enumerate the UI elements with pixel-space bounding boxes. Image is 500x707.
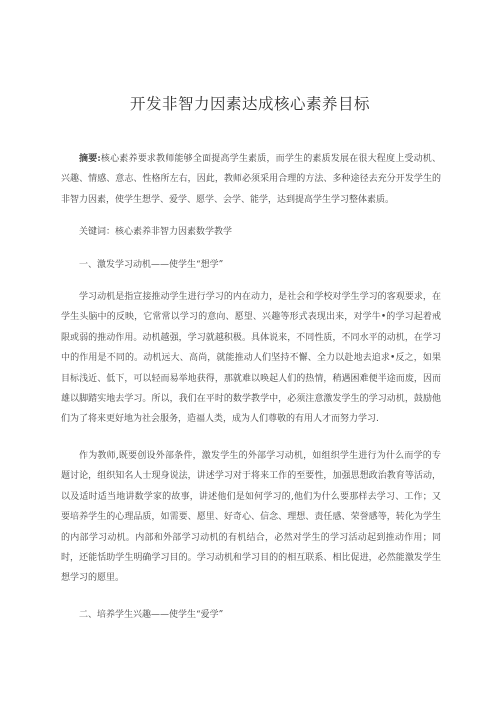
abstract-label: 摘要: (79, 154, 101, 164)
section-1-heading: 一、激发学习动机——使学生“想学” (79, 259, 224, 270)
section-2-heading: 二、培养学生兴趣——使学生“爱学” (79, 609, 224, 620)
abstract-text: 核心素养要求教师能够全面提高学生素质，而学生的素质发展在很大程度上受动机、兴趣、情感、意志、性格所左右，因此，教师必须采用合理的方法、多种途径去充分开发学生的非智力因素，使学生想学、爱学、愿学、会学、能学，达到提高学生学习整体素质。 (61, 154, 441, 205)
document-body (61, 149, 441, 625)
section-1-paragraph-1: 学习动机是指宣接推动学生进行学习的内在动力，是社会和学校对学生学习的客观要求，在学生头脑中的反映，它常常以学习的意向、愿望、兴趣等形式表现出来，对学牛•的学习起着戒限或弱的推动作用。动机越强，学习就越积极。具体说来，不同性质，不同水平的动机，在学习中的作用是不同的。动机远大、高尚，就能推动人们坚持不懈、全力以赴地去追求•反之，如果目标浅近、低下，可以轻而易举地获得，那就难以唤起人们的热情，稍遇困难便半途而废，因而雄以脚踏实地去学习。所以，我们在平时的数学教学中，必须注意激发学生的学习动机，鼓励他们为了将来更好地为社会服务，造福人类，成为人们尊敬的有用人才而努力学习. (61, 292, 441, 425)
document-title: 开发非智力因素达成核心素养目标 (129, 95, 370, 113)
keywords-line: 关键词：核心素养非智力因素数学教学 (79, 227, 233, 238)
abstract-paragraph (61, 149, 441, 210)
section-1-paragraph-2: 作为教师,既要创设外部条件，激发学生的外部学习动机，如组织学生进行为什么而学的专题讨论，组织知名人士现身说法，讲述学习对于将来工作的至要性，加强思想政治教育等活动，以及适时适当地讲数学家的故事，讲述他们是如何学习的,他们为什么要那样去学习、工作；又要培养学生的心理品质，如需要、愿里、好奇心、信念、理想、责任感、荣誉感等，转化为学生的内部学习动机。内部和外部学习动机的有机结合，必然对学生的学习活动起到推动作用；同时，还能恬助学生明确学习目的。学习动机和学习目的的相互联系、相比促进，必然能激发学生想学习的愿里。 (61, 450, 441, 584)
